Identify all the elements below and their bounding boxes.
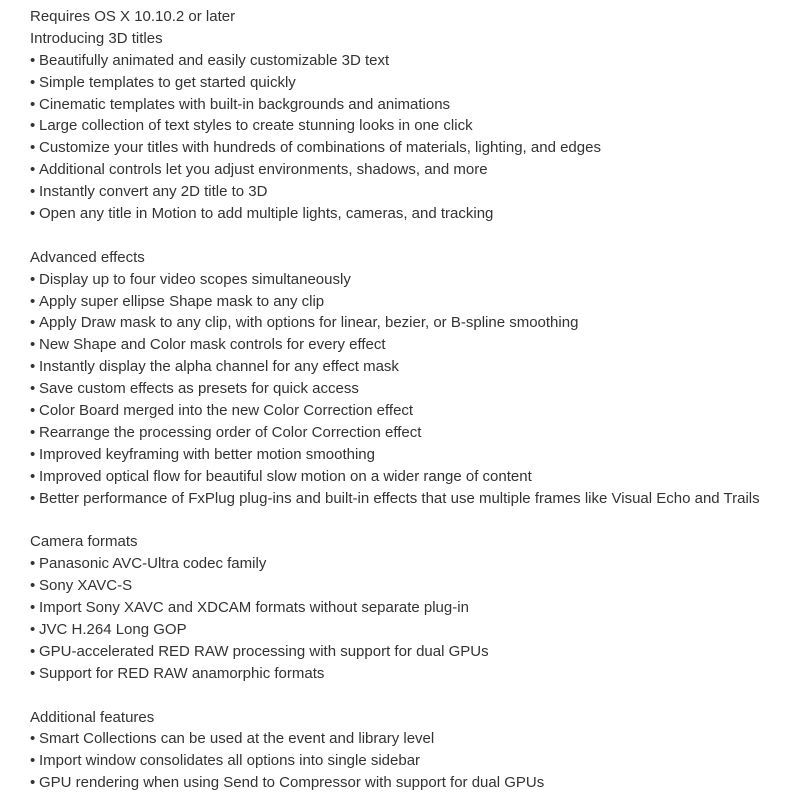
list-item: • Import Sony XAVC and XDCAM formats without separate plug-in bbox=[30, 597, 795, 619]
list-item: • Panasonic AVC-Ultra codec family bbox=[30, 553, 795, 575]
additional-features-section bbox=[30, 707, 795, 795]
list-item: • Large collection of text styles to create stunning looks in one click bbox=[30, 115, 795, 137]
list-item: • Color Board merged into the new Color Correction effect bbox=[30, 400, 795, 422]
list-item: • Rearrange the processing order of Color Correction effect bbox=[30, 422, 795, 444]
list-item: • Cinematic templates with built-in backgrounds and animations bbox=[30, 94, 795, 116]
list-item: • Beautifully animated and easily customizable 3D text bbox=[30, 50, 795, 72]
list-item: • Simple templates to get started quickly bbox=[30, 72, 795, 94]
list-item: • Sony XAVC-S bbox=[30, 575, 795, 597]
advanced-effects-section bbox=[30, 247, 795, 510]
camera-formats-section bbox=[30, 531, 795, 684]
list-item: • JVC H.264 Long GOP bbox=[30, 619, 795, 641]
list-item: • Save custom effects as presets for quick access bbox=[30, 378, 795, 400]
list-item: • GPU rendering when using Send to Compressor with support for dual GPUs bbox=[30, 772, 795, 794]
list-item: • Instantly convert any 2D title to 3D bbox=[30, 181, 795, 203]
list-item: • Apply Draw mask to any clip, with options for linear, bezier, or B-spline smoothing bbox=[30, 312, 795, 334]
intro-section bbox=[30, 6, 795, 225]
section-title-camera-formats: Camera formats bbox=[30, 533, 138, 551]
list-item: • Customize your titles with hundreds of combinations of materials, lighting, and edges bbox=[30, 137, 795, 159]
list-item: • Additional controls let you adjust environments, shadows, and more bbox=[30, 159, 795, 181]
list-item: • Improved optical flow for beautiful slow motion on a wider range of content bbox=[30, 466, 795, 488]
list-item: • Open any title in Motion to add multiple lights, cameras, and tracking bbox=[30, 203, 795, 225]
list-item: • Improved keyframing with better motion smoothing bbox=[30, 444, 795, 466]
section-title-additional-features: Additional features bbox=[30, 708, 155, 726]
list-item: • Import window consolidates all options into single sidebar bbox=[30, 750, 795, 772]
list-item: • New Shape and Color mask controls for every effect bbox=[30, 334, 795, 356]
list-item: • Support for RED RAW anamorphic formats bbox=[30, 663, 795, 685]
section-title-3d-titles: Introducing 3D titles bbox=[30, 29, 163, 47]
list-item: • Apply super ellipse Shape mask to any clip bbox=[30, 291, 795, 313]
release-notes bbox=[30, 6, 795, 794]
section-title-advanced-effects: Advanced effects bbox=[30, 248, 145, 266]
list-item: • Instantly display the alpha channel for any effect mask bbox=[30, 356, 795, 378]
list-item: • Smart Collections can be used at the event and library level bbox=[30, 728, 795, 750]
os-requirement: Requires OS X 10.10.2 or later bbox=[30, 8, 236, 25]
list-item: • Better performance of FxPlug plug-ins and built-in effects that use multiple frames like Visual Echo and Trails bbox=[30, 488, 795, 510]
list-item: • Display up to four video scopes simultaneously bbox=[30, 269, 795, 291]
list-item: • GPU-accelerated RED RAW processing with support for dual GPUs bbox=[30, 641, 795, 663]
